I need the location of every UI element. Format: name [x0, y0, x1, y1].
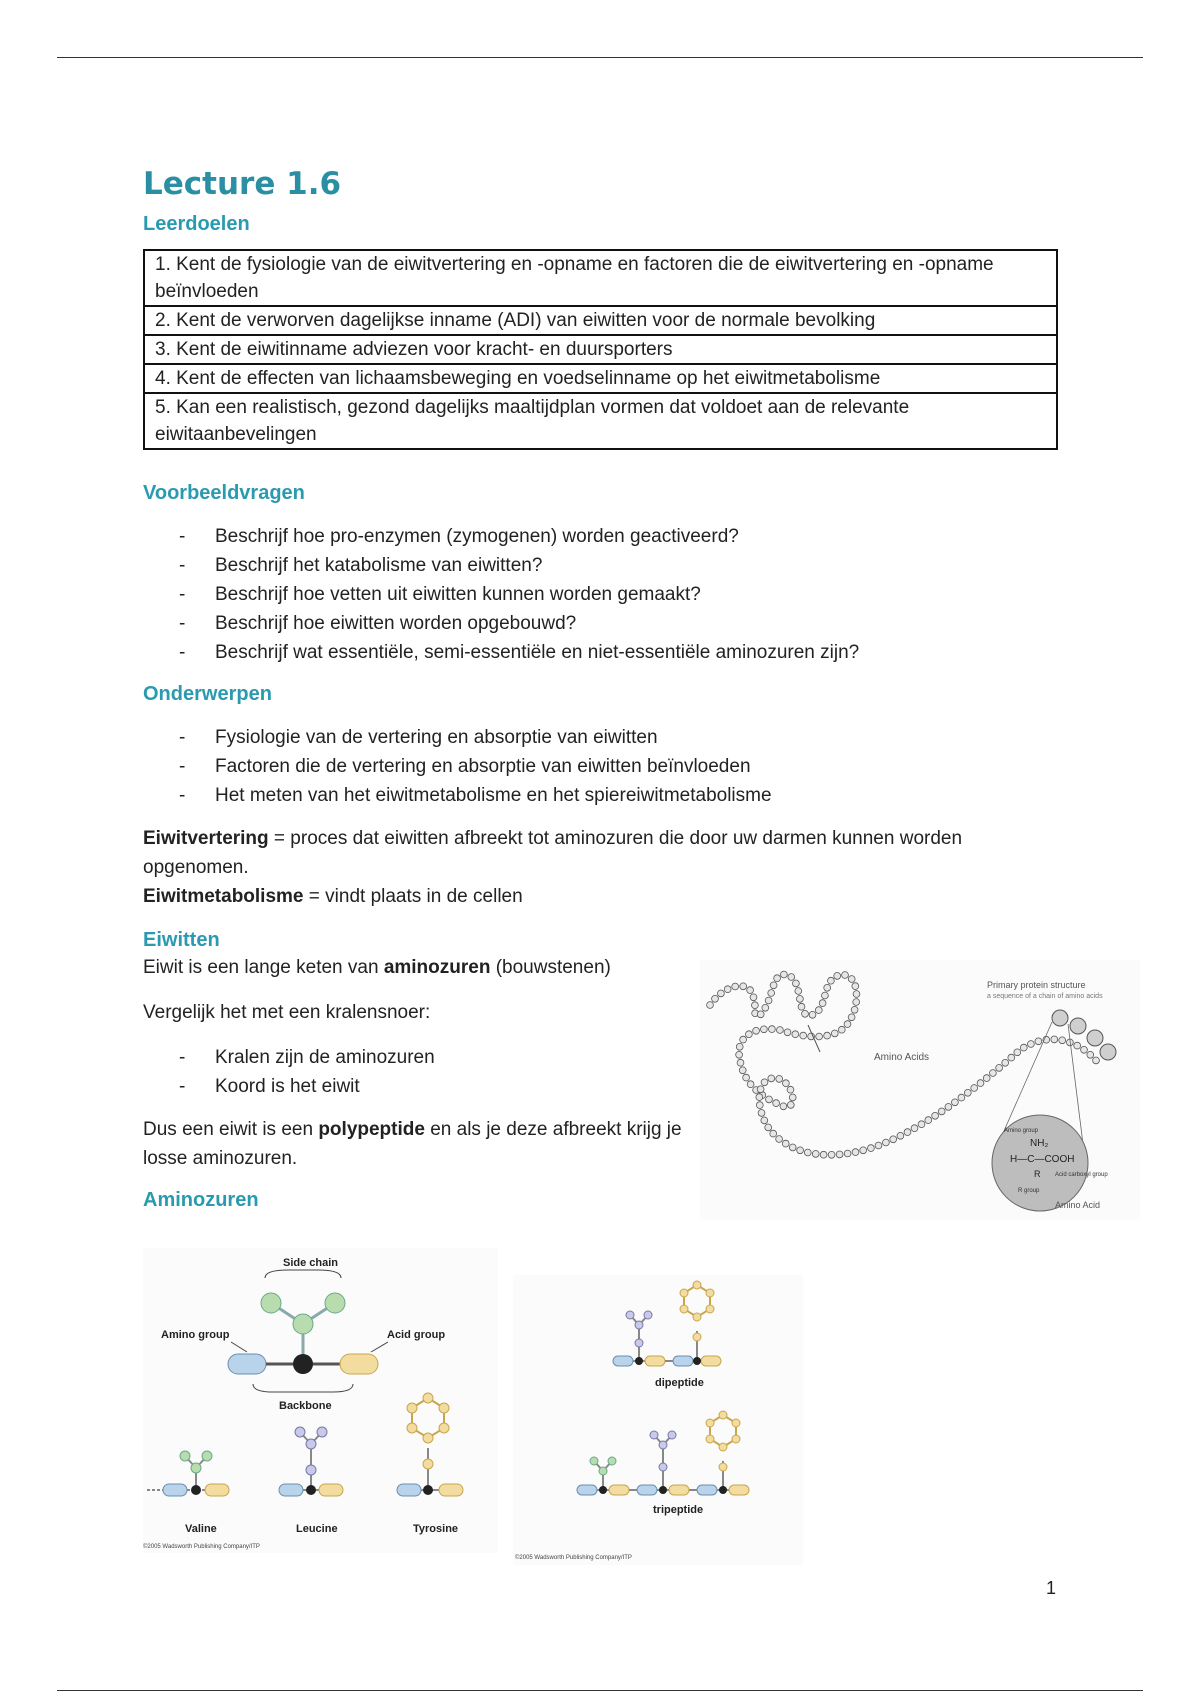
amino-acid-bead — [952, 1099, 959, 1106]
acid-group-shape — [701, 1356, 721, 1366]
side-chain-atom — [644, 1311, 652, 1319]
goal-row — [144, 364, 1057, 393]
amino-acid-bead — [958, 1094, 965, 1101]
formula-label: H—C—COOH — [1010, 1154, 1075, 1165]
amino-acid-structure-figure — [143, 1248, 498, 1553]
side-chain-atom — [599, 1467, 607, 1475]
amino-group-shape — [673, 1356, 693, 1366]
amino-acid-bead — [1008, 1054, 1015, 1061]
amino-acid-bead — [792, 1031, 799, 1038]
bold-term: aminozuren — [383, 957, 491, 978]
footer-rule — [57, 1690, 1143, 1691]
amino-acid-bead — [853, 991, 860, 998]
figure-background — [513, 1275, 803, 1565]
text-run: Eiwit is een lange keten van — [143, 957, 384, 978]
protein-structure-figure — [700, 960, 1140, 1220]
amino-acid-bead — [787, 1102, 794, 1109]
amino-group-label: Amino group — [161, 1329, 230, 1341]
amino-acid-bead — [815, 1007, 822, 1014]
list-item: - Beschrijf wat essentiële, semi-essentiële en niet-essentiële aminozuren zijn? — [179, 638, 1063, 667]
amino-acid-bead — [1100, 1044, 1116, 1060]
amino-acid-bead — [758, 1110, 765, 1117]
amino-acid-bead — [819, 1000, 826, 1007]
side-chain-atom — [608, 1457, 616, 1465]
amino-acid-bead — [761, 1026, 768, 1033]
dipeptide-label: dipeptide — [655, 1377, 704, 1389]
amino-acid-bead — [707, 1002, 714, 1009]
amino-acid-bead — [795, 988, 802, 995]
list-item: - Koord is het eiwit — [179, 1072, 1063, 1101]
acid-group-shape — [669, 1485, 689, 1495]
goal-cell: 2. Kent de verworven dagelijkse inname (ADI) van eiwitten voor de normale bevolking — [144, 306, 1057, 335]
amino-acid-bead — [765, 997, 772, 1004]
page-title: Lecture 1.6 — [143, 166, 342, 202]
amino-acid-bead — [773, 1100, 780, 1107]
amino-acid-bead — [1052, 1010, 1068, 1026]
amino-acid-bead — [1014, 1049, 1021, 1056]
side-chain-atom — [317, 1427, 327, 1437]
amino-acid-bead — [1070, 1018, 1086, 1034]
ring-atom — [706, 1305, 714, 1313]
tripeptide-label: tripeptide — [653, 1504, 704, 1516]
alpha-carbon — [306, 1485, 316, 1495]
primary-structure-subtitle: a sequence of a chain of amino acids — [987, 993, 1103, 1000]
alpha-carbon — [423, 1485, 433, 1495]
bold-term: polypeptide — [318, 1119, 425, 1140]
definition-term: Eiwitvertering — [143, 828, 269, 849]
amino-acid-bead — [782, 1140, 789, 1147]
goal-cell: 3. Kent de eiwitinname adviezen voor kracht- en duursporters — [144, 335, 1057, 364]
amino-acids-label: Amino Acids — [874, 1052, 930, 1063]
amino-acid-bead — [1059, 1037, 1066, 1044]
list-item: - Beschrijf hoe eiwitten worden opgebouwd? — [179, 609, 1063, 638]
amino-group-shape — [228, 1354, 266, 1374]
alpha-carbon — [693, 1357, 701, 1365]
amino-group-shape — [279, 1484, 303, 1496]
amino-acid-bead — [1081, 1046, 1088, 1053]
amino-group-shape — [577, 1485, 597, 1495]
acid-group-shape — [439, 1484, 463, 1496]
goal-cell: 4. Kent de effecten van lichaamsbeweging en voedselinname op het eiwitmetabolisme — [144, 364, 1057, 393]
side-chain-atom — [295, 1427, 305, 1437]
amino-acid-bead — [868, 1145, 875, 1152]
definition-term: Eiwitmetabolisme — [143, 886, 304, 907]
side-chain-label: Side chain — [283, 1257, 339, 1269]
amino-acid-bead — [798, 1003, 805, 1010]
amino-acid-label: Amino Acid — [1055, 1200, 1101, 1210]
amino-acid-bead — [842, 972, 849, 979]
goal-row — [144, 250, 1057, 306]
alpha-carbon — [599, 1486, 607, 1494]
ring-atom — [693, 1281, 701, 1289]
amino-acid-bead — [747, 1081, 754, 1088]
topics-list — [143, 723, 1063, 810]
amino-acid-bead — [787, 1086, 794, 1093]
nh2-label: NH₂ — [1030, 1138, 1049, 1149]
amino-acid-bead — [851, 1006, 858, 1013]
side-chain-atom — [325, 1293, 345, 1313]
list-item: - Beschrijf het katabolisme van eiwitten? — [179, 551, 1063, 580]
side-chain-atom — [306, 1465, 316, 1475]
amino-acid-bead — [774, 975, 781, 982]
alpha-carbon — [635, 1357, 643, 1365]
list-item: - Kralen zijn de aminozuren — [179, 1043, 1063, 1072]
acid-group-shape — [319, 1484, 343, 1496]
side-chain-atom — [180, 1451, 190, 1461]
amino-acid-bead — [1002, 1059, 1009, 1066]
amino-acid-bead — [776, 1076, 783, 1083]
side-chain-atom — [306, 1439, 316, 1449]
alpha-carbon — [659, 1486, 667, 1494]
amino-acid-bead — [776, 1136, 783, 1143]
amino-acid-bead — [816, 1033, 823, 1040]
ring-atom — [680, 1305, 688, 1313]
side-chain-atom — [293, 1314, 313, 1334]
amino-acid-bead — [718, 990, 725, 997]
side-chain-atom — [693, 1333, 701, 1341]
amino-acid-bead — [834, 973, 841, 980]
amino-acid-bead — [757, 1086, 764, 1093]
amino-acid-bead — [802, 1010, 809, 1017]
amino-acid-bead — [753, 1027, 760, 1034]
text-run: (bouwstenen) — [490, 957, 611, 978]
side-chain-atom — [202, 1451, 212, 1461]
ring-atom — [732, 1419, 740, 1427]
aminozuren-heading: Aminozuren — [143, 1189, 259, 1211]
alpha-carbon — [719, 1486, 727, 1494]
alpha-carbon — [293, 1354, 313, 1374]
amino-acid-bead — [789, 1094, 796, 1101]
amino-acid-bead — [765, 1124, 772, 1131]
definition-eiwitvertering — [143, 824, 1043, 882]
amino-acid-bead — [1074, 1042, 1081, 1049]
ring-atom — [439, 1403, 449, 1413]
list-item: - Beschrijf hoe pro-enzymen (zymogenen) worden geactiveerd? — [179, 522, 1063, 551]
list-item: - Fysiologie van de vertering en absorptie van eiwitten — [179, 723, 1063, 752]
amino-acid-bead — [757, 1011, 764, 1018]
leerdoelen-heading: Leerdoelen — [143, 213, 250, 235]
acid-group-label: Acid group — [387, 1329, 446, 1341]
amino-acid-bead — [945, 1104, 952, 1111]
amino-acid-bead — [844, 1150, 851, 1157]
amino-acid-bead — [800, 1032, 807, 1039]
amino-acid-bead — [852, 1149, 859, 1156]
voorbeeldvragen-heading: Voorbeeldvragen — [143, 482, 305, 504]
amino-acid-bead — [740, 1036, 747, 1043]
eiwitten-heading: Eiwitten — [143, 929, 220, 951]
amino-acid-bead — [784, 1029, 791, 1036]
amino-acid-bead — [860, 1147, 867, 1154]
ring-atom — [680, 1289, 688, 1297]
text-run: en als je deze afbreekt krijg je losse aminozuren. — [143, 1119, 682, 1169]
amino-acid-bead — [743, 1074, 750, 1081]
ring-atom — [407, 1423, 417, 1433]
side-chain-atom — [659, 1463, 667, 1471]
ring-atom — [439, 1423, 449, 1433]
ring-atom — [693, 1313, 701, 1321]
amino-group-shape — [697, 1485, 717, 1495]
definition-text: = vindt plaats in de cellen — [303, 886, 523, 907]
example-questions-list — [143, 522, 1063, 667]
definition-text: = proces dat eiwitten afbreekt tot aminozuren die door uw darmen kunnen worden opgenomen. — [143, 828, 963, 878]
amino-acid-bead — [789, 1144, 796, 1151]
side-chain-atom — [650, 1431, 658, 1439]
amino-acid-bead — [828, 1151, 835, 1158]
side-chain-atom — [626, 1311, 634, 1319]
amino-acid-bead — [746, 1031, 753, 1038]
amino-acid-bead — [983, 1075, 990, 1082]
goal-row — [144, 306, 1057, 335]
amino-acid-bead — [824, 984, 831, 991]
amino-acid-bead — [844, 1021, 851, 1028]
amino-acid-bead — [766, 1096, 773, 1103]
valine-label: Valine — [185, 1523, 217, 1535]
amino-acid-bead — [761, 1079, 768, 1086]
text-run: Dus een eiwit is een — [143, 1119, 319, 1140]
eiwitten-compare: Vergelijk het met een kralensnoer: — [143, 1002, 431, 1023]
ring-atom — [423, 1393, 433, 1403]
amino-acid-bead — [1093, 1057, 1100, 1064]
onderwerpen-heading: Onderwerpen — [143, 683, 272, 705]
learning-goals-table — [143, 249, 1058, 450]
side-chain-atom — [635, 1339, 643, 1347]
r-label: R — [1034, 1169, 1041, 1179]
amino-acid-bead — [897, 1132, 904, 1139]
amino-acid-bead — [797, 1147, 804, 1154]
amino-acid-bead — [831, 1030, 838, 1037]
amino-acid-bead — [964, 1089, 971, 1096]
acid-group-label: Acid carboxyl group — [1055, 1172, 1108, 1178]
amino-acid-bead — [788, 974, 795, 981]
list-item: - Het meten van het eiwitmetabolisme en het spiereiwitmetabolisme — [179, 781, 1063, 810]
amino-acid-bead — [848, 1014, 855, 1021]
amino-group-shape — [397, 1484, 421, 1496]
amino-acid-bead — [797, 996, 804, 1003]
amino-acid-bead — [783, 1080, 790, 1087]
header-rule — [57, 57, 1143, 58]
amino-acid-bead — [724, 986, 731, 993]
amino-acid-bead — [875, 1142, 882, 1149]
goal-cell: 1. Kent de fysiologie van de eiwitvertering en -opname en factoren die de eiwitvertering en -opname beïnvloeden — [144, 250, 1057, 306]
amino-acid-bead — [768, 1075, 775, 1082]
amino-acid-bead — [971, 1085, 978, 1092]
goal-row — [144, 393, 1057, 449]
amino-acid-bead — [932, 1112, 939, 1119]
amino-group-shape — [163, 1484, 187, 1496]
alpha-carbon — [191, 1485, 201, 1495]
amino-acid-bead — [1087, 1051, 1094, 1058]
primary-structure-title: Primary protein structure — [987, 980, 1086, 990]
amino-acid-bead — [804, 1149, 811, 1156]
amino-group-shape — [613, 1356, 633, 1366]
amino-acid-bead — [736, 1043, 743, 1050]
amino-acid-bead — [812, 1151, 819, 1158]
amino-acid-bead — [1028, 1041, 1035, 1048]
amino-acid-bead — [824, 1032, 831, 1039]
peptide-figure — [513, 1275, 803, 1565]
amino-acid-bead — [761, 1117, 768, 1124]
definition-eiwitmetabolisme — [143, 882, 1063, 911]
side-chain-atom — [635, 1321, 643, 1329]
amino-group-label: Amino group — [1004, 1128, 1039, 1134]
page-number: 1 — [1046, 1578, 1057, 1598]
amino-acid-bead — [977, 1080, 984, 1087]
amino-acid-bead — [990, 1070, 997, 1077]
side-chain-atom — [191, 1463, 201, 1473]
amino-acid-bead — [769, 1026, 776, 1033]
leucine-label: Leucine — [296, 1523, 338, 1535]
amino-acid-bead — [853, 999, 860, 1006]
amino-acid-bead — [996, 1065, 1003, 1072]
eiwitten-polypeptide — [143, 1115, 718, 1173]
side-chain-atom — [719, 1463, 727, 1471]
amino-acid-bead — [768, 990, 775, 997]
amino-acid-bead — [904, 1129, 911, 1136]
amino-acid-bead — [712, 995, 719, 1002]
amino-acid-bead — [1035, 1038, 1042, 1045]
amino-acid-bead — [820, 1151, 827, 1158]
amino-acid-bead — [925, 1117, 932, 1124]
goal-row — [144, 335, 1057, 364]
amino-acid-bead — [838, 1026, 845, 1033]
amino-acid-bead — [770, 982, 777, 989]
ring-atom — [407, 1403, 417, 1413]
amino-acid-bead — [1020, 1044, 1027, 1051]
amino-acid-bead — [938, 1108, 945, 1115]
amino-acid-bead — [756, 1094, 763, 1101]
list-item: - Beschrijf hoe vetten uit eiwitten kunnen worden gemaakt? — [179, 580, 1063, 609]
side-chain-atom — [423, 1459, 433, 1469]
ring-atom — [719, 1443, 727, 1451]
r-group-label: R group — [1018, 1188, 1040, 1194]
amino-acid-bead — [836, 1151, 843, 1158]
amino-acid-bead — [780, 1103, 787, 1110]
amino-acid-bead — [918, 1121, 925, 1128]
ring-atom — [423, 1433, 433, 1443]
amino-acid-bead — [793, 980, 800, 987]
amino-acid-bead — [781, 971, 788, 978]
side-chain-atom — [261, 1293, 281, 1313]
side-chain-atom — [659, 1441, 667, 1449]
acid-group-shape — [340, 1354, 378, 1374]
list-item: - Factoren die de vertering en absorptie van eiwitten beïnvloeden — [179, 752, 1063, 781]
acid-group-shape — [645, 1356, 665, 1366]
copyright-label: ©2005 Wadsworth Publishing Company/ITP — [143, 1544, 260, 1550]
amino-acid-bead — [752, 1002, 759, 1009]
amino-acid-bead — [809, 1011, 816, 1018]
amino-acid-bead — [756, 1102, 763, 1109]
acid-group-shape — [729, 1485, 749, 1495]
amino-acid-bead — [737, 1059, 744, 1066]
amino-acid-bead — [890, 1136, 897, 1143]
acid-group-shape — [609, 1485, 629, 1495]
amino-acid-bead — [848, 976, 855, 983]
amino-acid-bead — [750, 994, 757, 1001]
amino-acid-bead — [736, 1051, 743, 1058]
amino-acid-bead — [777, 1027, 784, 1034]
goal-cell: 5. Kan een realistisch, gezond dagelijks maaltijdplan vormen dat voldoet aan de relevante eiwitaanbevelingen — [144, 393, 1057, 449]
amino-acid-bead — [822, 992, 829, 999]
amino-acid-bead — [911, 1125, 918, 1132]
amino-acid-bead — [770, 1130, 777, 1137]
ring-atom — [706, 1289, 714, 1297]
amino-acid-bead — [1051, 1036, 1058, 1043]
tyrosine-label: Tyrosine — [413, 1523, 459, 1535]
amino-group-shape — [637, 1485, 657, 1495]
amino-acid-bead — [740, 983, 747, 990]
amino-acid-bead — [828, 977, 835, 984]
backbone-label: Backbone — [279, 1400, 332, 1412]
amino-acid-bead — [1087, 1030, 1103, 1046]
amino-acid-bead — [739, 1067, 746, 1074]
copyright-label: ©2005 Wadsworth Publishing Company/ITP — [515, 1555, 632, 1561]
acid-group-shape — [205, 1484, 229, 1496]
side-chain-atom — [668, 1431, 676, 1439]
amino-acid-bead — [852, 983, 859, 990]
side-chain-atom — [590, 1457, 598, 1465]
ring-atom — [719, 1411, 727, 1419]
amino-acid-bead — [883, 1139, 890, 1146]
amino-acid-bead — [732, 983, 739, 990]
ring-atom — [706, 1435, 714, 1443]
amino-acid-bead — [762, 1004, 769, 1011]
amino-acid-bead — [747, 987, 754, 994]
ring-atom — [706, 1419, 714, 1427]
ring-atom — [732, 1435, 740, 1443]
